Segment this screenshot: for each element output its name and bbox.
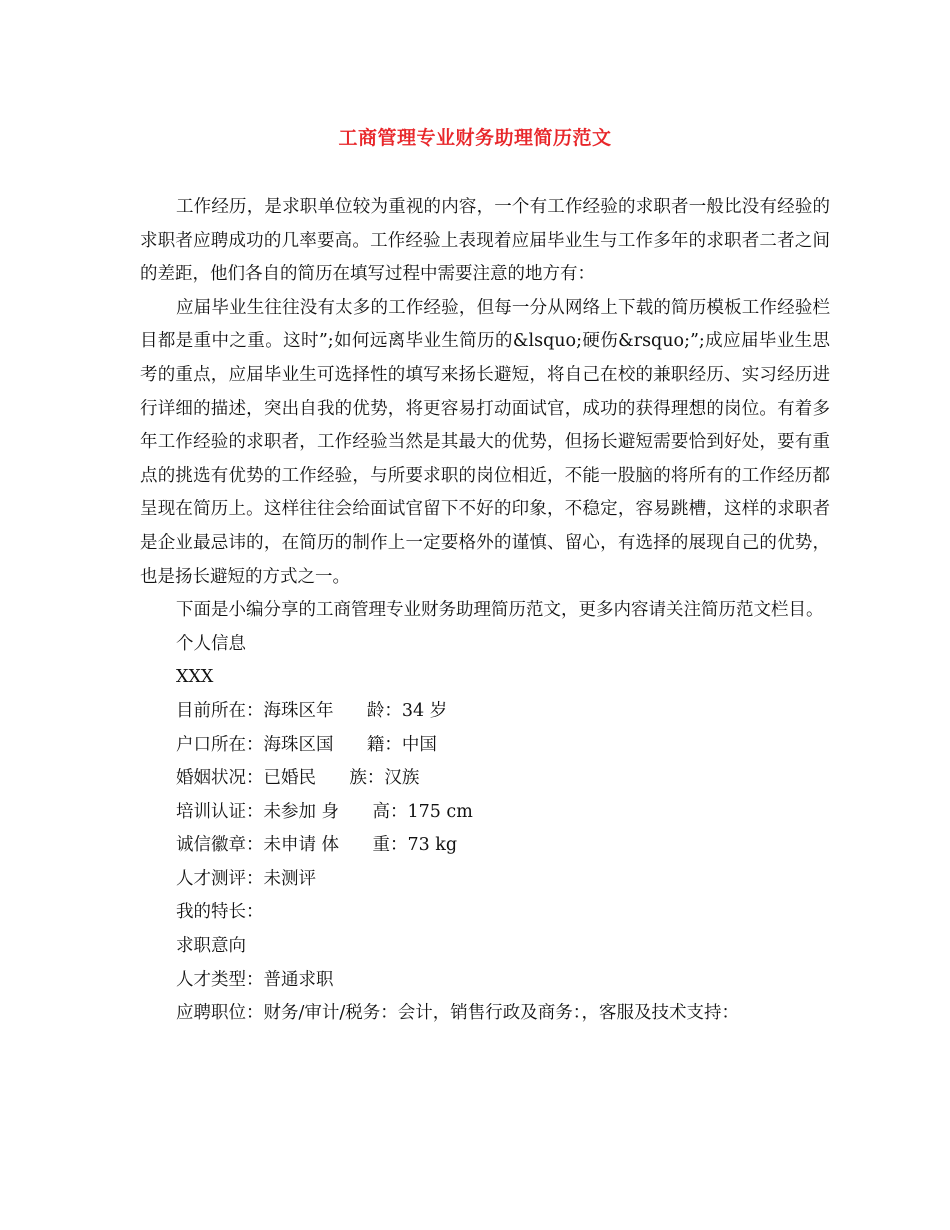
name-line: XXX (176, 667, 214, 688)
sample-intro-paragraph: 下面是小编分享的工商管理专业财务助理简历范文，更多内容请关注简历范文栏目。 (176, 600, 824, 621)
talent-type-line: 人才类型：普通求职 (176, 969, 334, 990)
certification-height-line: 培训认证：未参加 身 高：175 cm (176, 801, 473, 822)
document-body (140, 191, 830, 1031)
intro-paragraph: 工作经历，是求职单位较为重视的内容，一个有工作经验的求职者一般比没有经验的求职者应聘成功的几率要高。工作经验上表现着应届毕业生与工作多年的求职者二者之间的差距，他们各自的简历在填写过程中需要注意的地方有： (140, 197, 830, 285)
document-title: 工商管理专业财务助理简历范文 (338, 127, 612, 149)
talent-assessment-line: 人才测评：未测评 (176, 868, 316, 889)
graduate-advice-paragraph: 应届毕业生往往没有太多的工作经验，但每一分从网络上下载的简历模板工作经验栏目都是重中之重。这时”;如何远离毕业生简历的&lsquo;硬伤&rsquo;”;成应届毕业生思考的重点，应届毕业生可选择性的填写来扬长避短，将自己在校的兼职经历、实习经历进行详细的描述，突出自我的优势，将更容易打动面试官，成功的获得理想的岗位。有着多年工作经验的求职者，工作经验当然是其最大的优势，但扬长避短需要恰到好处，要有重点的挑选有优势的工作经验，与所要求职的岗位相近，不能一股脑的将所有的工作经历都呈现在简历上。这样往往会给面试官留下不好的印象，不稳定，容易跳槽，这样的求职者是企业最忌讳的，在简历的制作上一定要格外的谨慎、留心，有选择的展现自己的优势，也是扬长避短的方式之一。 (140, 297, 830, 587)
section-heading-job-intention: 求职意向 (176, 936, 246, 957)
specialty-line: 我的特长： (176, 902, 264, 923)
applied-position-line: 应聘职位：财务/审计/税务：会计，销售行政及商务：，客服及技术支持： (176, 1003, 740, 1024)
marital-ethnicity-line: 婚姻状况：已婚民 族：汉族 (176, 768, 420, 789)
location-age-line: 目前所在：海珠区年 龄：34 岁 (176, 700, 448, 721)
section-heading-personal-info: 个人信息 (176, 633, 246, 654)
integrity-weight-line: 诚信徽章：未申请 体 重：73 kg (176, 835, 458, 856)
hukou-nationality-line: 户口所在：海珠区国 籍：中国 (176, 734, 437, 755)
